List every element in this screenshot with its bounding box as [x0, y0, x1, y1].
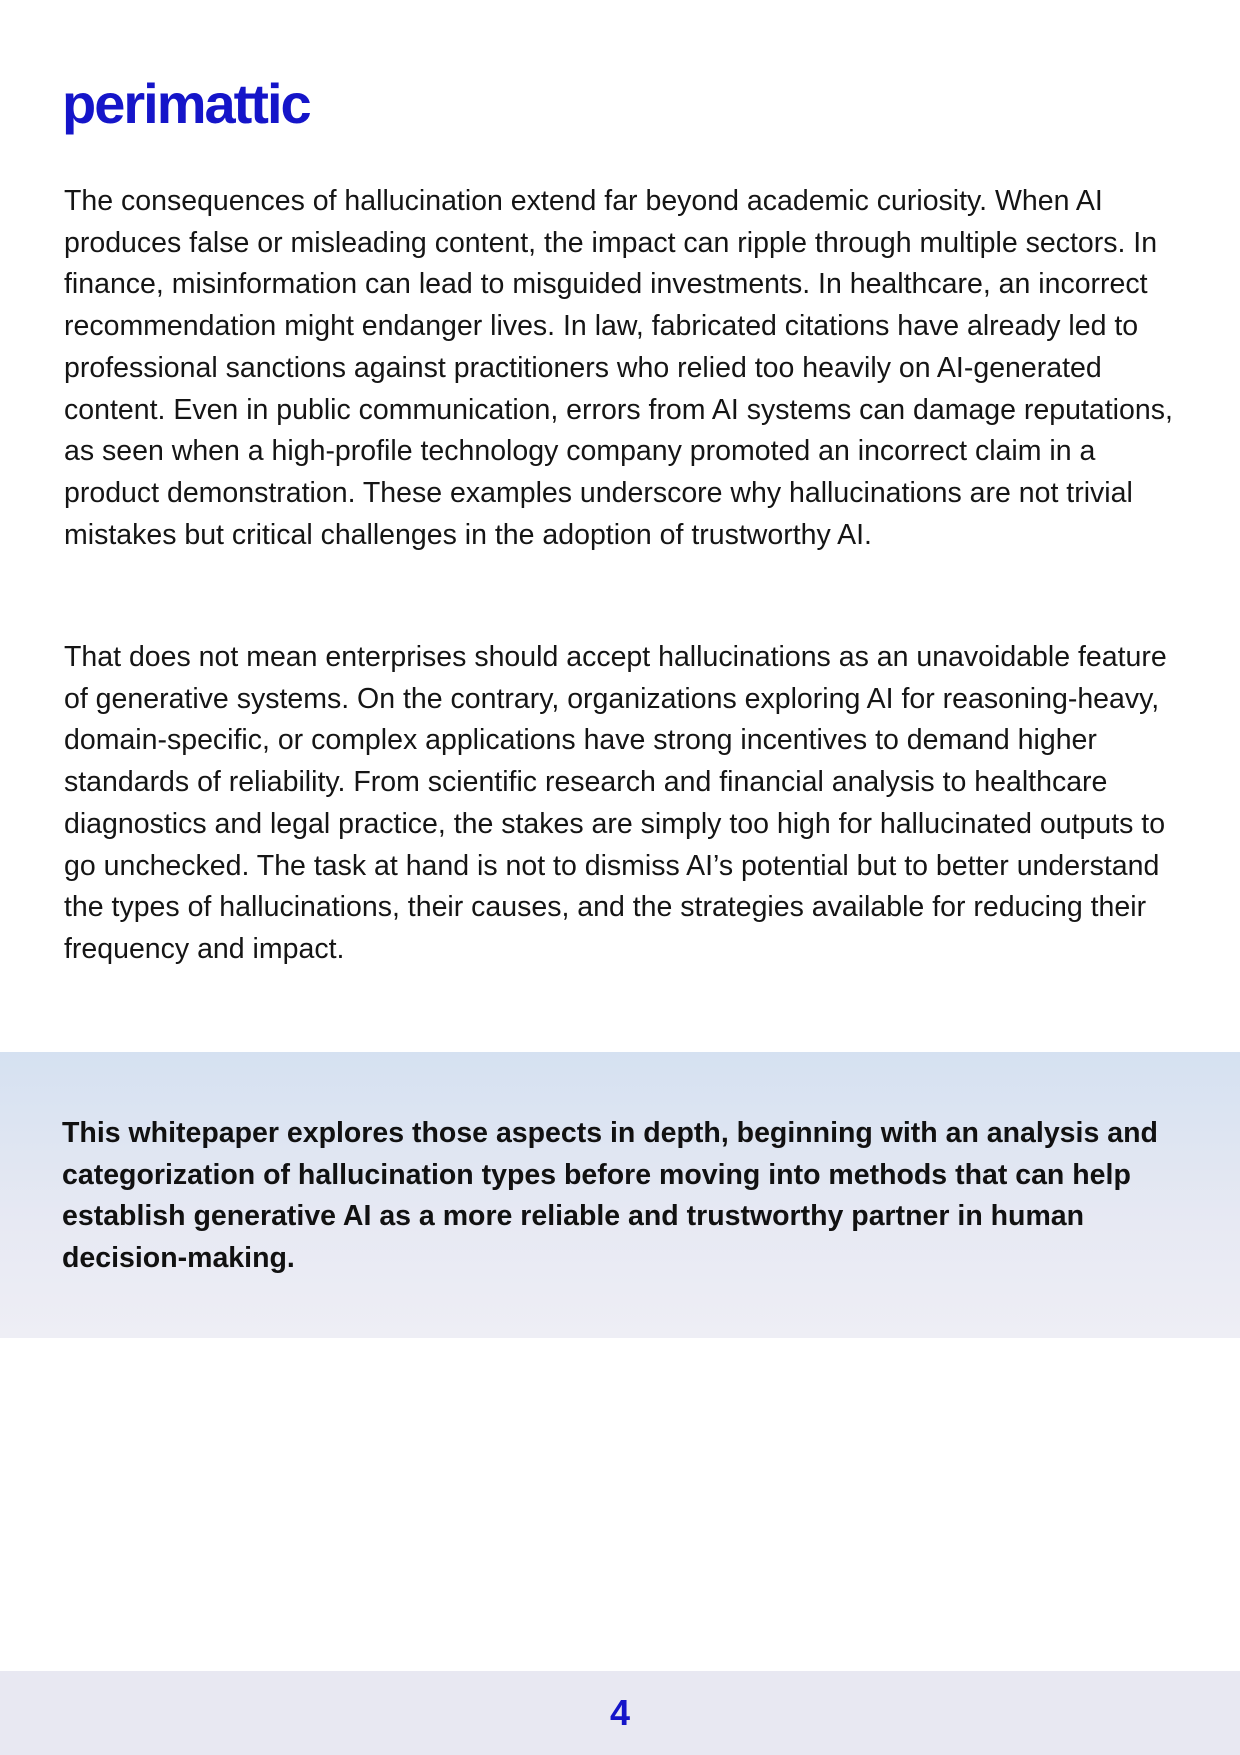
callout-text: This whitepaper explores those aspects in depth, beginning with an analysis and categorization of hallucination types before moving into methods that can help establish generative AI as a more reliable and trustworthy partner in human decision-making. [62, 1117, 1158, 1275]
perimattic-logo: perimattic [62, 72, 310, 135]
page-number: 4 [609, 1692, 631, 1733]
page-footer [0, 1671, 1240, 1755]
highlight-callout-box [0, 1052, 1240, 1338]
body-paragraph-2: That does not mean enterprises should accept hallucinations as an unavoidable feature of generative systems. On the contrary, organizations exploring AI for reasoning-heavy, domain-specific, or complex applications have strong incentives to demand higher standards of reliability. From scientific research and financial analysis to healthcare diagnostics and legal practice, the stakes are simply too high for hallucinated outputs to go unchecked. The task at hand is not to dismiss AI’s potential but to better understand the types of hallucinations, their causes, and the strategies available for reducing their frequency and impact. [64, 641, 1167, 965]
body-paragraph-1: The consequences of hallucination extend far beyond academic curiosity. When AI produces false or misleading content, the impact can ripple through multiple sectors. In finance, misinformation can lead to misguided investments. In healthcare, an incorrect recommendation might endanger lives. In law, fabricated citations have already led to professional sanctions against practitioners who relied too heavily on AI-generated content. Even in public communication, errors from AI systems can damage reputations, as seen when a high-profile technology company promoted an incorrect claim in a product demonstration. These examples underscore why hallucinations are not trivial mistakes but critical challenges in the adoption of trustworthy AI. [64, 185, 1173, 551]
